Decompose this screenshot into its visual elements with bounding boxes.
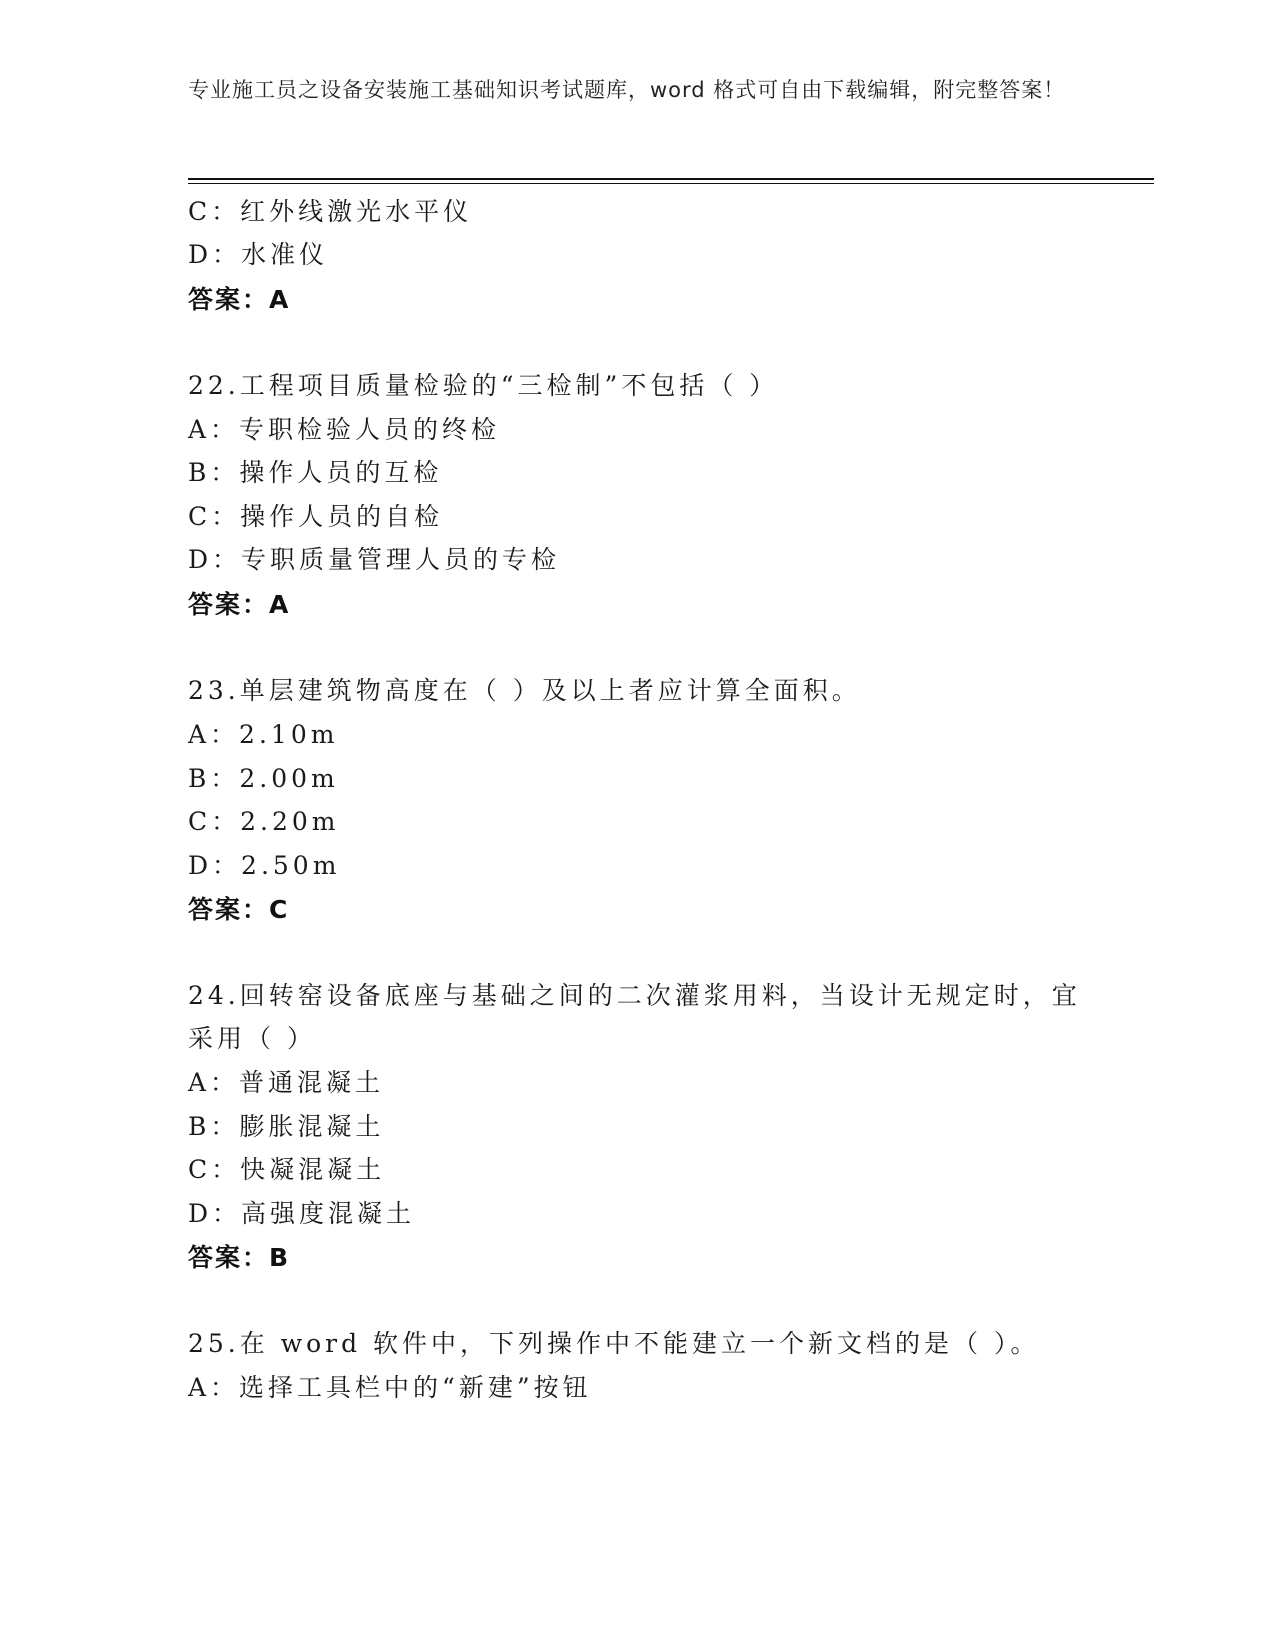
q22-stem: 22.工程项目质量检验的“三检制”不包括（ ） (188, 371, 779, 400)
q24-answer: 答案：B (188, 1243, 291, 1272)
q23-option-b: B：2.00m (188, 764, 339, 793)
q24-stem-line2: 采用（ ） (188, 1024, 316, 1053)
q24-option-d: D：高强度混凝土 (188, 1199, 416, 1228)
header-divider-thin (188, 183, 1154, 184)
q23-option-c: C：2.20m (188, 807, 340, 836)
q25-option-a: A：选择工具栏中的“新建”按钮 (188, 1373, 592, 1402)
q21-option-c: C：红外线激光水平仪 (188, 197, 473, 226)
q22-option-d: D：专职质量管理人员的专检 (188, 545, 561, 574)
header-divider-thick (188, 178, 1154, 180)
q24-option-a: A：普通混凝土 (188, 1068, 385, 1097)
q23-answer: 答案：C (188, 895, 290, 924)
q24-stem-line1: 24.回转窑设备底座与基础之间的二次灌浆用料，当设计无规定时，宜 (188, 981, 1081, 1010)
q25-stem: 25.在 word 软件中，下列操作中不能建立一个新文档的是（ ）。 (188, 1329, 1040, 1358)
q24-option-b: B：膨胀混凝土 (188, 1112, 385, 1141)
q24-option-c: C：快凝混凝土 (188, 1155, 386, 1184)
q23-option-d: D：2.50m (188, 851, 341, 880)
document-header: 专业施工员之设备安装施工基础知识考试题库，word 格式可自由下载编辑，附完整答案！ (188, 78, 1066, 102)
q22-option-a: A：专职检验人员的终检 (188, 415, 501, 444)
q23-stem: 23.单层建筑物高度在（ ）及以上者应计算全面积。 (188, 676, 861, 705)
q23-option-a: A：2.10m (188, 720, 339, 749)
q22-option-b: B：操作人员的互检 (188, 458, 443, 487)
q21-option-d: D：水准仪 (188, 240, 329, 269)
q21-answer: 答案：A (188, 285, 291, 314)
q22-option-c: C：操作人员的自检 (188, 502, 444, 531)
q22-answer: 答案：A (188, 590, 291, 619)
